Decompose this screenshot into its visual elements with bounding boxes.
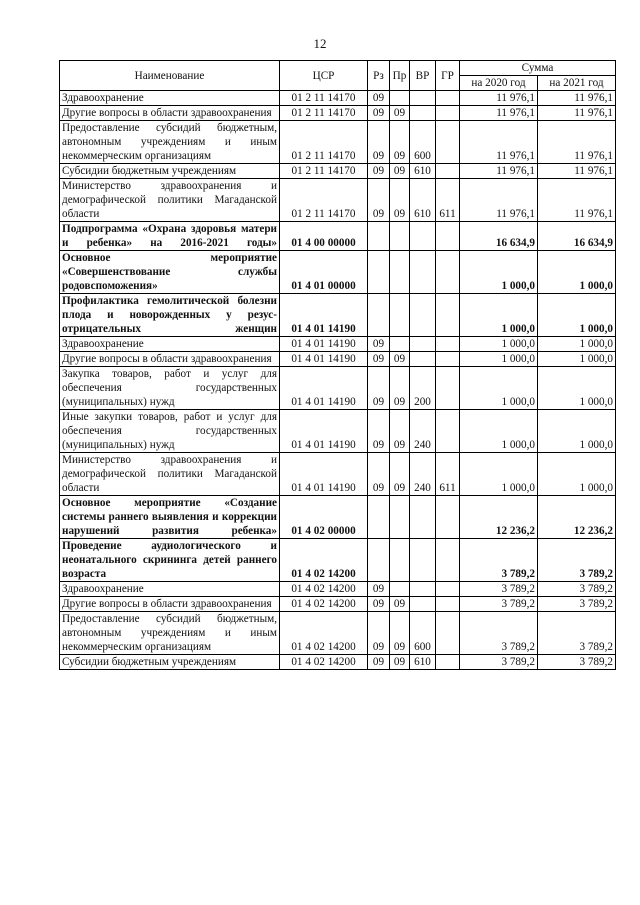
row-gr <box>436 367 460 410</box>
row-name: Проведение аудиологического и неонатального скрининга детей раннего возраста <box>60 539 280 582</box>
row-name: Здравоохранение <box>60 91 280 106</box>
table-row <box>60 294 616 337</box>
row-vr <box>410 337 436 352</box>
row-pr: 09 <box>390 453 410 496</box>
row-name: Субсидии бюджетным учреждениям <box>60 655 280 670</box>
row-name: Здравоохранение <box>60 582 280 597</box>
row-csr: 01 4 01 14190 <box>280 453 368 496</box>
row-value-2021: 1 000,0 <box>538 453 616 496</box>
row-csr: 01 4 02 14200 <box>280 655 368 670</box>
table-row <box>60 453 616 496</box>
row-pr: 09 <box>390 106 410 121</box>
table-row <box>60 179 616 222</box>
table-row <box>60 496 616 539</box>
row-value-2020: 11 976,1 <box>460 179 538 222</box>
table-row <box>60 106 616 121</box>
row-pr: 09 <box>390 655 410 670</box>
row-name: Предоставление субсидий бюджетным, автономным учреждениям и иным некоммерческим организациям <box>60 121 280 164</box>
row-vr <box>410 597 436 612</box>
row-gr <box>436 655 460 670</box>
table-body <box>60 91 616 670</box>
row-gr <box>436 410 460 453</box>
row-value-2021: 12 236,2 <box>538 496 616 539</box>
row-value-2021: 3 789,2 <box>538 539 616 582</box>
budget-table <box>59 60 616 670</box>
row-gr <box>436 582 460 597</box>
row-gr <box>436 251 460 294</box>
row-name: Другие вопросы в области здравоохранения <box>60 597 280 612</box>
row-vr: 240 <box>410 453 436 496</box>
row-rz: 09 <box>368 410 390 453</box>
row-value-2021: 3 789,2 <box>538 597 616 612</box>
table-row <box>60 121 616 164</box>
row-value-2021: 11 976,1 <box>538 121 616 164</box>
row-rz: 09 <box>368 337 390 352</box>
row-csr: 01 4 02 14200 <box>280 582 368 597</box>
row-vr: 200 <box>410 367 436 410</box>
row-value-2020: 11 976,1 <box>460 121 538 164</box>
row-rz: 09 <box>368 106 390 121</box>
row-value-2021: 1 000,0 <box>538 337 616 352</box>
row-vr: 610 <box>410 164 436 179</box>
table-row <box>60 597 616 612</box>
row-csr: 01 4 01 14190 <box>280 294 368 337</box>
row-name: Закупка товаров, работ и услуг для обеспечения государственных (муниципальных) нужд <box>60 367 280 410</box>
table-row <box>60 367 616 410</box>
row-pr: 09 <box>390 612 410 655</box>
row-pr <box>390 294 410 337</box>
row-gr <box>436 612 460 655</box>
row-csr: 01 4 01 14190 <box>280 337 368 352</box>
row-value-2020: 1 000,0 <box>460 251 538 294</box>
row-value-2020: 3 789,2 <box>460 539 538 582</box>
row-value-2020: 1 000,0 <box>460 367 538 410</box>
row-vr: 610 <box>410 179 436 222</box>
row-value-2021: 1 000,0 <box>538 367 616 410</box>
header-gr: ГР <box>436 61 460 91</box>
row-gr <box>436 539 460 582</box>
row-rz: 09 <box>368 612 390 655</box>
row-value-2021: 11 976,1 <box>538 164 616 179</box>
row-value-2020: 11 976,1 <box>460 91 538 106</box>
row-pr: 09 <box>390 179 410 222</box>
row-value-2021: 1 000,0 <box>538 294 616 337</box>
row-pr: 09 <box>390 352 410 367</box>
row-rz: 09 <box>368 179 390 222</box>
row-value-2021: 3 789,2 <box>538 655 616 670</box>
row-rz <box>368 222 390 251</box>
row-value-2021: 1 000,0 <box>538 352 616 367</box>
row-csr: 01 4 01 14190 <box>280 367 368 410</box>
row-rz <box>368 251 390 294</box>
row-vr: 600 <box>410 121 436 164</box>
row-gr <box>436 337 460 352</box>
row-vr <box>410 496 436 539</box>
row-vr: 610 <box>410 655 436 670</box>
row-vr: 600 <box>410 612 436 655</box>
row-value-2021: 3 789,2 <box>538 582 616 597</box>
row-rz: 09 <box>368 91 390 106</box>
page-number: 12 <box>313 36 327 51</box>
row-value-2021: 11 976,1 <box>538 179 616 222</box>
row-gr <box>436 352 460 367</box>
row-rz: 09 <box>368 582 390 597</box>
row-gr <box>436 121 460 164</box>
table-row <box>60 164 616 179</box>
row-name: Здравоохранение <box>60 337 280 352</box>
row-csr: 01 4 01 00000 <box>280 251 368 294</box>
row-gr <box>436 91 460 106</box>
row-csr: 01 4 01 14190 <box>280 352 368 367</box>
row-vr <box>410 352 436 367</box>
row-pr: 09 <box>390 597 410 612</box>
row-rz: 09 <box>368 121 390 164</box>
row-value-2020: 12 236,2 <box>460 496 538 539</box>
row-csr: 01 2 11 14170 <box>280 106 368 121</box>
row-pr <box>390 496 410 539</box>
row-vr <box>410 106 436 121</box>
row-pr <box>390 91 410 106</box>
row-vr <box>410 539 436 582</box>
row-value-2020: 1 000,0 <box>460 410 538 453</box>
row-gr: 611 <box>436 179 460 222</box>
row-value-2021: 1 000,0 <box>538 410 616 453</box>
row-pr: 09 <box>390 367 410 410</box>
row-value-2020: 1 000,0 <box>460 453 538 496</box>
row-csr: 01 4 02 14200 <box>280 539 368 582</box>
row-gr: 611 <box>436 453 460 496</box>
row-csr: 01 2 11 14170 <box>280 179 368 222</box>
row-gr <box>436 106 460 121</box>
row-rz: 09 <box>368 367 390 410</box>
row-gr <box>436 164 460 179</box>
row-rz: 09 <box>368 655 390 670</box>
row-value-2020: 11 976,1 <box>460 106 538 121</box>
row-value-2020: 1 000,0 <box>460 337 538 352</box>
row-pr <box>390 582 410 597</box>
table-row <box>60 222 616 251</box>
row-vr <box>410 582 436 597</box>
row-pr: 09 <box>390 121 410 164</box>
row-name: Профилактика гемолитической болезни плода и новорожденных у резус-отрицательных женщин <box>60 294 280 337</box>
row-rz: 09 <box>368 352 390 367</box>
table-row <box>60 410 616 453</box>
row-vr: 240 <box>410 410 436 453</box>
row-pr <box>390 337 410 352</box>
header-csr: ЦСР <box>280 61 368 91</box>
row-pr <box>390 222 410 251</box>
row-csr: 01 2 11 14170 <box>280 164 368 179</box>
row-name: Другие вопросы в области здравоохранения <box>60 106 280 121</box>
header-name: Наименование <box>60 61 280 91</box>
row-vr <box>410 222 436 251</box>
row-gr <box>436 496 460 539</box>
row-rz <box>368 539 390 582</box>
row-csr: 01 2 11 14170 <box>280 91 368 106</box>
row-vr <box>410 91 436 106</box>
row-gr <box>436 597 460 612</box>
row-vr <box>410 294 436 337</box>
row-rz: 09 <box>368 597 390 612</box>
row-name: Другие вопросы в области здравоохранения <box>60 352 280 367</box>
row-value-2020: 3 789,2 <box>460 582 538 597</box>
row-name: Субсидии бюджетным учреждениям <box>60 164 280 179</box>
header-sum: Сумма <box>460 61 616 76</box>
row-value-2020: 11 976,1 <box>460 164 538 179</box>
row-value-2020: 3 789,2 <box>460 612 538 655</box>
row-pr <box>390 251 410 294</box>
row-value-2020: 3 789,2 <box>460 597 538 612</box>
row-pr: 09 <box>390 164 410 179</box>
row-csr: 01 4 01 14190 <box>280 410 368 453</box>
row-value-2020: 16 634,9 <box>460 222 538 251</box>
row-value-2021: 1 000,0 <box>538 251 616 294</box>
table-row <box>60 352 616 367</box>
row-name: Подпрограмма «Охрана здоровья матери и ребенка» на 2016-2021 годы» <box>60 222 280 251</box>
row-rz <box>368 294 390 337</box>
row-name: Предоставление субсидий бюджетным, автономным учреждениям и иным некоммерческим организациям <box>60 612 280 655</box>
row-rz: 09 <box>368 164 390 179</box>
row-value-2021: 16 634,9 <box>538 222 616 251</box>
row-pr <box>390 539 410 582</box>
row-csr: 01 4 02 14200 <box>280 597 368 612</box>
row-name: Министерство здравоохранения и демографической политики Магаданской области <box>60 453 280 496</box>
row-name: Основное мероприятие «Создание системы раннего выявления и коррекции нарушений развития ребенка» <box>60 496 280 539</box>
row-csr: 01 2 11 14170 <box>280 121 368 164</box>
row-value-2020: 3 789,2 <box>460 655 538 670</box>
table-row <box>60 539 616 582</box>
table-row <box>60 251 616 294</box>
row-csr: 01 4 02 14200 <box>280 612 368 655</box>
row-vr <box>410 251 436 294</box>
table-row <box>60 655 616 670</box>
row-value-2021: 3 789,2 <box>538 612 616 655</box>
row-rz <box>368 496 390 539</box>
row-rz: 09 <box>368 453 390 496</box>
row-name: Иные закупки товаров, работ и услуг для обеспечения государственных (муниципальных) нужд <box>60 410 280 453</box>
table-row <box>60 337 616 352</box>
header-rz: Рз <box>368 61 390 91</box>
header-2020: на 2020 год <box>460 76 538 91</box>
row-value-2020: 1 000,0 <box>460 294 538 337</box>
row-name: Министерство здравоохранения и демографической политики Магаданской области <box>60 179 280 222</box>
row-name: Основное мероприятие «Совершенствование службы родовспоможения» <box>60 251 280 294</box>
row-pr: 09 <box>390 410 410 453</box>
row-gr <box>436 294 460 337</box>
row-csr: 01 4 00 00000 <box>280 222 368 251</box>
table-row <box>60 582 616 597</box>
row-value-2021: 11 976,1 <box>538 106 616 121</box>
header-vr: ВР <box>410 61 436 91</box>
header-2021: на 2021 год <box>538 76 616 91</box>
row-gr <box>436 222 460 251</box>
row-csr: 01 4 02 00000 <box>280 496 368 539</box>
header-pr: Пр <box>390 61 410 91</box>
row-value-2020: 1 000,0 <box>460 352 538 367</box>
row-value-2021: 11 976,1 <box>538 91 616 106</box>
table-row <box>60 91 616 106</box>
table-row <box>60 612 616 655</box>
